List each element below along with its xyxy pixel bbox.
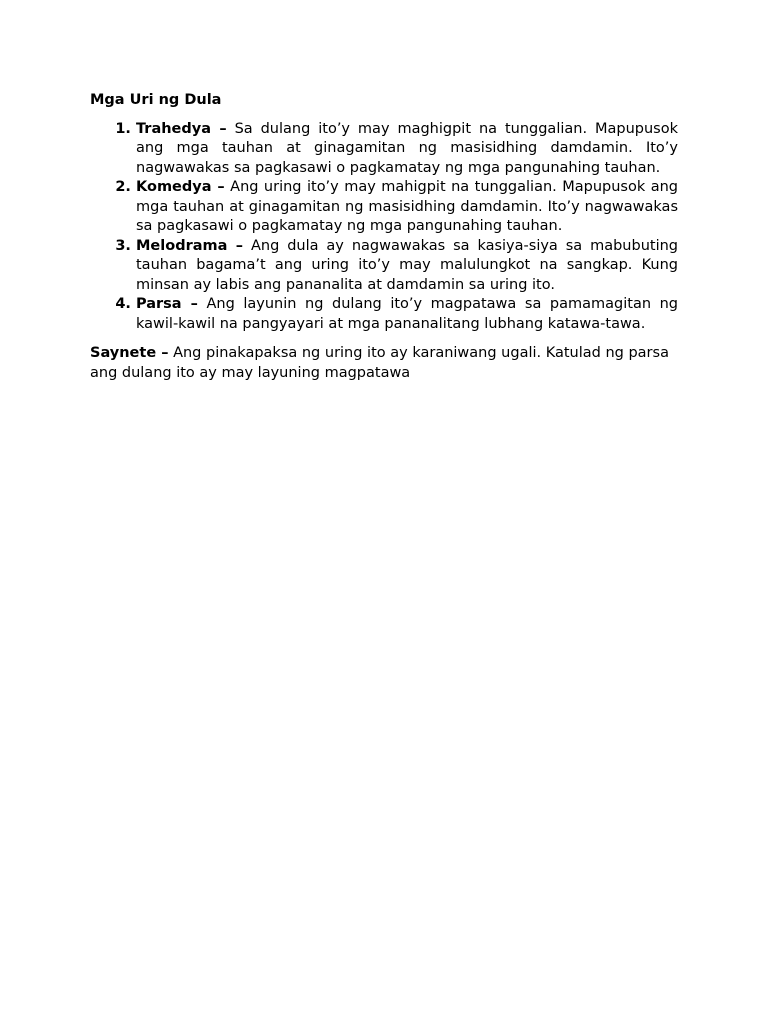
list-item-komedya: [136, 178, 678, 237]
list-item-parsa: [136, 295, 678, 334]
term-saynete: Saynete –: [90, 345, 169, 361]
definition-melodrama: Ang dula ay nagwawakas sa kasiya-siya sa mabubuting tauhan bagama’t ang uring ito’y may malulungkot na sangkap. Kung minsan ay labis ang pananalita at damdamin sa uring ito.: [136, 237, 679, 293]
saynete-paragraph: [90, 344, 678, 383]
drama-types-list: [90, 120, 678, 335]
term-trahedya: Trahedya –: [136, 120, 227, 137]
term-komedya: Komedya –: [136, 179, 225, 195]
list-item-trahedya: [136, 120, 678, 179]
definition-saynete: Ang pinakapaksa ng uring ito ay karaniwang ugali. Katulad ng parsa ang dulang ito ay may layuning magpatawa: [90, 345, 669, 381]
term-parsa: Parsa –: [136, 296, 198, 312]
definition-trahedya: Sa dulang ito’y may maghigpit na tunggalian. Mapupusok ang mga tauhan at ginagamitan ng masisidhing damdamin. Ito’y nagwawakas sa pagkasawi o pagkamatay ng mga pangunahing tauhan.: [136, 120, 678, 176]
term-melodrama: Melodrama –: [136, 237, 244, 254]
document-page: [90, 91, 678, 383]
definition-parsa: Ang layunin ng dulang ito’y magpatawa sa pamamagitan ng kawil-kawil na pangyayari at mga pananalitang lubhang katawa-tawa.: [136, 296, 678, 332]
definition-komedya: Ang uring ito’y may mahigpit na tunggalian. Mapupusok ang mga tauhan at ginagamitan ng masisidhing damdamin. Ito’y nagwawakas sa pagkasawi o pagkamatay ng mga pangunahing tauhan.: [136, 179, 678, 234]
document-title: Mga Uri ng Dula: [90, 92, 222, 108]
list-item-melodrama: [136, 237, 678, 296]
